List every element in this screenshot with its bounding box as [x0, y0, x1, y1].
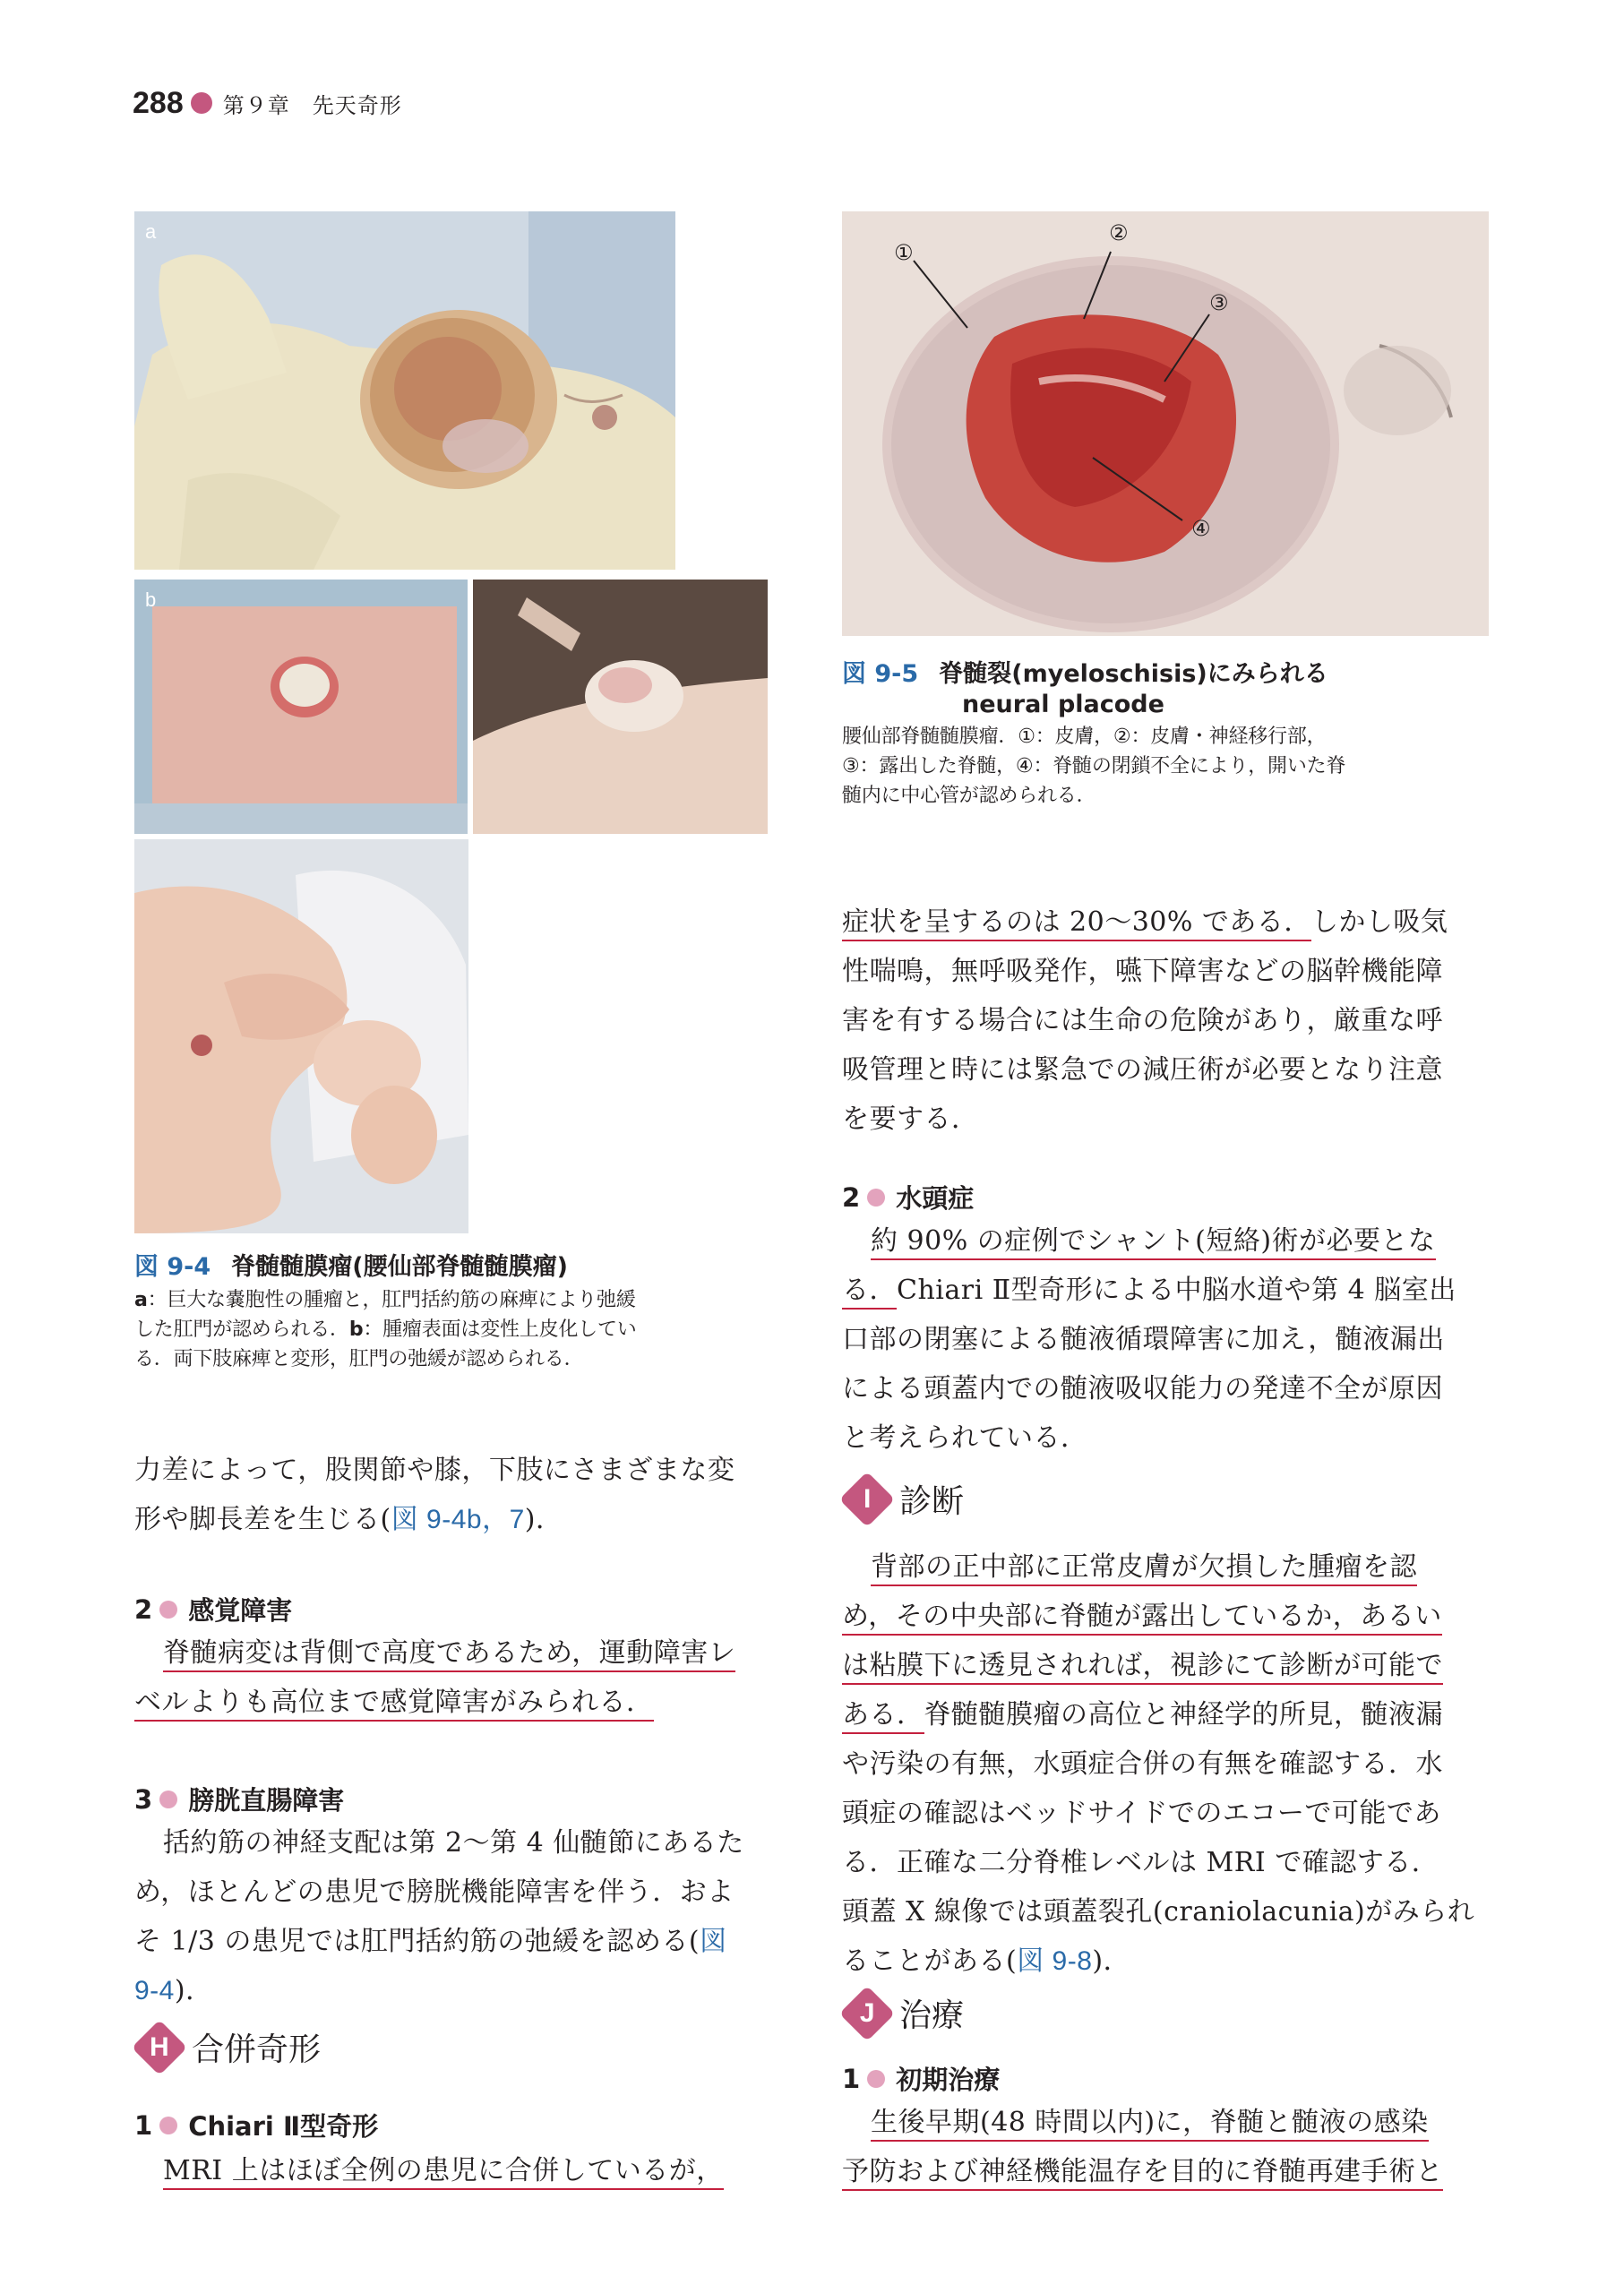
figure-9-5-title-line2: neural placode — [962, 691, 1164, 718]
section-i-heading — [847, 1476, 964, 1522]
header-dot-icon — [191, 92, 212, 114]
figure-9-4a-photo — [134, 211, 675, 570]
text-line: 口部の閉塞による髄液循環障害に加え，髄液漏出 — [842, 1324, 1445, 1355]
text-line: 括約筋の神経支配は第 2～第 4 仙髄節にあるた — [163, 1827, 744, 1859]
text-line: を要する． — [842, 1104, 979, 1135]
underlined-text: ベルよりも高位まで感覚障害がみられる． — [134, 1687, 654, 1722]
text-line: しかし吸気 — [1310, 906, 1448, 938]
text-line: Chiari Ⅱ型奇形による中脳水道や第 4 脳室出 — [897, 1275, 1456, 1306]
underlined-text: め，その中央部に脊髄が露出しているか，あるい — [842, 1601, 1442, 1636]
infant-back-draped-illustration — [134, 580, 468, 834]
subheading-title: 水頭症 — [896, 1183, 975, 1214]
caption-line: 腰仙部脊髄髄膜瘤．①：皮膚，②：皮膚・神経移行部， — [842, 726, 1327, 748]
caption-b-marker: b — [348, 1318, 364, 1341]
figure-9-4-caption — [134, 1247, 779, 1374]
section-letter: H — [150, 2031, 169, 2062]
caption-line: ③：露出した脊髄，④：脊髄の閉鎖不全により，開いた脊 — [842, 755, 1346, 777]
text-line: 吸管理と時には緊急での減圧術が必要となり注意 — [842, 1054, 1443, 1086]
subheading-hydrocephalus — [842, 1179, 974, 1215]
subheading-number: 2 — [842, 1181, 861, 1213]
text-line: 害を有する場合には生命の危険があり，厳重な呼 — [842, 1005, 1443, 1036]
figure-ref-link[interactable]: 図 9-4b，7 — [391, 1505, 525, 1534]
section-h-badge — [132, 2019, 187, 2074]
bladder-paragraph — [134, 1818, 788, 2015]
page-number: 288 — [133, 85, 184, 120]
bullet-dot-icon — [159, 1601, 177, 1619]
figure-9-5-label: 図 9-5 — [842, 660, 919, 688]
underlined-text: 生後早期(48 時間以内)に，脊髄と髄液の感染 — [871, 2107, 1429, 2142]
underlined-text: 脊髄病変は背側で高度であるため，運動障害レ — [163, 1637, 735, 1672]
underlined-text: MRI 上はほぼ全例の患児に合併しているが， — [163, 2155, 724, 2190]
section-title: 診断 — [899, 1483, 965, 1520]
bullet-dot-icon — [867, 2070, 885, 2088]
intro-paragraph — [134, 1446, 788, 1544]
text-line: 脊髄髄膜瘤の高位と神経学的所見，髄液漏 — [924, 1699, 1443, 1730]
section-j-badge — [839, 1985, 895, 2040]
figure-9-4b-photo-left — [134, 580, 468, 834]
figure-9-4-body — [134, 1285, 779, 1374]
infant-back-illustration — [134, 211, 675, 570]
figure-9-4-label: 図 9-4 — [134, 1253, 211, 1281]
panel-b-letter: b — [145, 588, 157, 611]
myeloschisis-illustration — [842, 211, 1489, 636]
underlined-text: 背部の正中部に正常皮膚が欠損した腫瘤を認 — [871, 1551, 1417, 1586]
hydro-paragraph — [842, 1216, 1496, 1463]
figure-9-5-photo — [842, 211, 1489, 636]
subheading-chiari — [134, 2107, 378, 2143]
initial-treatment-paragraph — [842, 2098, 1496, 2196]
text-line: )． — [524, 1504, 563, 1535]
text-line: )． — [1092, 1945, 1131, 1977]
caption-line: ：巨大な嚢胞性の腫瘤と，肛門括約筋の麻痺により弛緩 — [147, 1289, 636, 1311]
caption-line: る．両下肢麻痺と変形，肛門の弛緩が認められる． — [134, 1348, 584, 1370]
underlined-text: ある． — [842, 1699, 924, 1734]
figure-9-4-title: 脊髄髄膜瘤(腰仙部脊髄髄膜瘤) — [231, 1253, 568, 1281]
mass-side-view-illustration — [473, 580, 768, 834]
caption-line: 髄内に中心管が認められる． — [842, 785, 1096, 807]
text-line: る．正確な二分脊椎レベルは MRI で確認する． — [842, 1847, 1439, 1878]
section-title: 合併奇形 — [192, 2031, 322, 2068]
text-line: 力差によって，股関節や膝，下肢にさまざまな変 — [134, 1455, 735, 1486]
subheading-number: 1 — [842, 2063, 861, 2094]
running-header — [133, 82, 402, 124]
text-line: そ 1/3 の患児では肛門括約筋の弛緩を認める( — [134, 1926, 700, 1957]
figure-ref-link[interactable]: 図 — [700, 1927, 727, 1956]
subheading-number: 2 — [134, 1593, 153, 1625]
underlined-text: る． — [842, 1275, 897, 1310]
text-line: め，ほとんどの患児で膀胱機能障害を伴う．およ — [134, 1876, 735, 1908]
panel-a-letter: a — [145, 220, 157, 243]
text-line: と考えられている． — [842, 1422, 1088, 1454]
text-line: や汚染の有無，水頭症合併の有無を確認する．水 — [842, 1748, 1443, 1780]
section-title: 治療 — [899, 1997, 965, 2034]
infant-legs-illustration — [134, 839, 468, 1233]
underlined-text: 約 90% の症例でシャント(短絡)術が必要とな — [871, 1225, 1436, 1260]
section-j-heading — [847, 1990, 964, 2036]
caption-line: した肛門が認められる． — [134, 1318, 349, 1341]
sensory-paragraph — [134, 1628, 788, 1727]
subheading-title: Chiari Ⅱ型奇形 — [188, 2111, 379, 2142]
section-i-badge — [839, 1471, 895, 1526]
marker-3-label: ③ — [1209, 290, 1229, 315]
subheading-sensory — [134, 1591, 292, 1627]
underlined-text: は粘膜下に透見されれば，視診にて診断が可能で — [842, 1650, 1443, 1685]
subheading-title: 膀胱直腸障害 — [188, 1785, 345, 1816]
figure-ref-link[interactable]: 図 9-8 — [1017, 1946, 1093, 1976]
figure-9-5-title-line1: 脊髄裂(myeloschisis)にみられる — [939, 660, 1328, 688]
subheading-initial-treatment — [842, 2060, 1000, 2097]
caption-line: ：腫瘤表面は変性上皮化してい — [363, 1318, 637, 1341]
figure-9-4b-photo-lower — [134, 839, 468, 1233]
section-letter: J — [859, 1997, 875, 2028]
caption-a-marker: a — [134, 1289, 148, 1311]
figure-ref-link[interactable]: 9-4 — [134, 1976, 175, 2005]
diagnosis-paragraph — [842, 1542, 1496, 1986]
underlined-text: 予防および神経機能温存を目的に脊髄再建手術と — [842, 2156, 1443, 2191]
bullet-dot-icon — [159, 1791, 177, 1808]
figure-9-4b-photo-right — [473, 580, 768, 834]
subheading-title: 感覚障害 — [188, 1595, 293, 1626]
figure-9-5-caption — [842, 654, 1505, 811]
marker-4-label: ④ — [1191, 516, 1211, 541]
text-line: ることがある( — [842, 1945, 1018, 1977]
underlined-text: 症状を呈するのは 20～30% である． — [842, 906, 1311, 941]
text-line: )． — [174, 1975, 213, 2006]
bullet-dot-icon — [867, 1189, 885, 1207]
text-line: による頭蓋内での髄液吸収能力の発達不全が原因 — [842, 1373, 1443, 1404]
subheading-title: 初期治療 — [896, 2065, 1001, 2095]
bullet-dot-icon — [159, 2117, 177, 2134]
symptom-paragraph — [842, 897, 1496, 1144]
subheading-number: 3 — [134, 1783, 153, 1815]
section-letter: I — [863, 1483, 872, 1514]
subheading-bladder — [134, 1781, 344, 1817]
figure-9-5-body — [842, 722, 1505, 811]
text-line: 頭蓋 X 線像では頭蓋裂孔(craniolacunia)がみられ — [842, 1896, 1475, 1928]
text-line: 形や脚長差を生じる( — [134, 1504, 391, 1535]
chapter-title: 第９章 先天奇形 — [222, 92, 402, 118]
text-line: 性喘鳴，無呼吸発作，嚥下障害などの脳幹機能障 — [842, 956, 1443, 987]
subheading-number: 1 — [134, 2109, 153, 2141]
section-h-heading — [140, 2024, 321, 2070]
text-line: 頭症の確認はベッドサイドでのエコーで可能であ — [842, 1798, 1441, 1829]
marker-1-label: ① — [894, 240, 914, 265]
marker-2-label: ② — [1109, 220, 1129, 245]
chiari-paragraph — [134, 2146, 788, 2195]
